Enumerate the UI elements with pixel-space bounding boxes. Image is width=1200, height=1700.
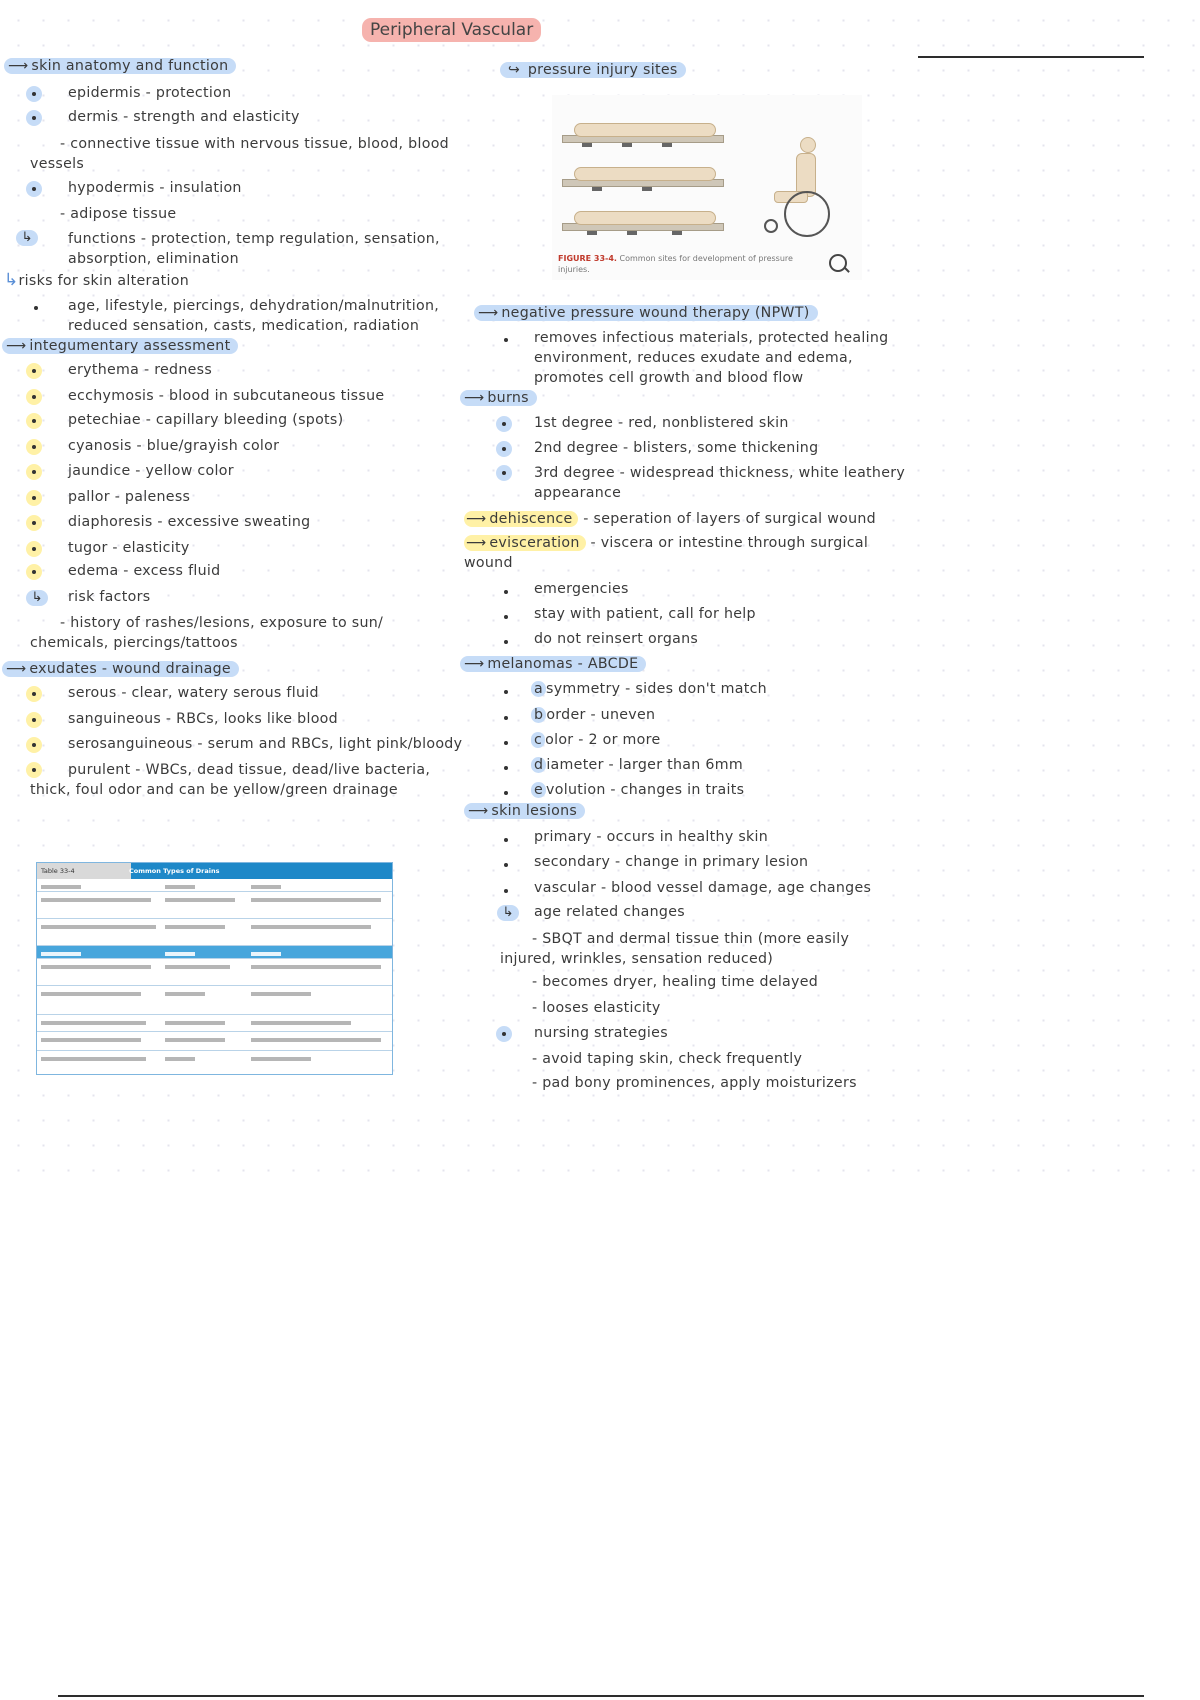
- evisceration-item: ⟶ evisceration - viscera or intestine through surgical wound: [464, 535, 869, 571]
- bullet-icon: [504, 338, 508, 342]
- bullet-icon: [504, 640, 508, 644]
- bullet-icon: [504, 863, 508, 867]
- table-row: [37, 1051, 392, 1073]
- bullet-icon: [504, 741, 508, 745]
- table-row: [37, 1015, 392, 1032]
- burns-heading: ⟶ burns: [460, 390, 537, 406]
- arrow-icon: ⟶: [6, 338, 27, 354]
- hypodermis-item: hypodermis - insulation: [68, 180, 242, 196]
- exudates-heading: ⟶ exudates - wound drainage: [2, 661, 239, 677]
- bullet-dot-icon: [26, 413, 42, 429]
- bullet-dot-icon: [26, 541, 42, 557]
- bullet-icon: [34, 306, 38, 310]
- exudate-item: serous - clear, watery serous fluid: [68, 685, 319, 701]
- bullet-dot-icon: [496, 416, 512, 432]
- bullet-icon: [504, 716, 508, 720]
- bullet-dot-icon: [26, 389, 42, 405]
- evisceration-subitem: emergencies: [534, 581, 629, 597]
- arrow-icon: ⟶: [468, 803, 489, 819]
- bullet-dot-icon: [26, 686, 42, 702]
- integ-item: tugor - elasticity: [68, 540, 190, 556]
- table-label: Table 33-4: [37, 863, 131, 879]
- bullet-dot-icon: [26, 490, 42, 506]
- exudate-item: purulent - WBCs, dead tissue, dead/live bacteria, thick, foul odor and can be yellow/green drainage: [30, 762, 431, 798]
- bullet-dot-icon: [26, 181, 42, 197]
- arrow-icon: ⟶: [8, 58, 29, 74]
- melanoma-item: e volution - changes in traits: [534, 782, 744, 798]
- age-changes-item: age related changes: [534, 904, 685, 920]
- bullet-dot-icon: [26, 86, 42, 102]
- integ-item: cyanosis - blue/grayish color: [68, 438, 280, 454]
- table-row: [37, 892, 392, 919]
- return-arrow-icon: ↳: [4, 270, 19, 290]
- evisceration-subitem: do not reinsert organs: [534, 631, 699, 647]
- npwt-item: removes infectious materials, protected healing environment, reduces exudate and edema, promotes cell growth and blood flow: [534, 330, 889, 386]
- exudate-item: sanguineous - RBCs, looks like blood: [68, 711, 338, 727]
- drains-table-image: [36, 862, 393, 1075]
- page-title: Peripheral Vascular: [362, 18, 541, 42]
- hypodermis-subnote: - adipose tissue: [60, 206, 177, 222]
- risks-item: age, lifestyle, piercings, dehydration/malnutrition, reduced sensation, casts, medication, radiation: [68, 298, 440, 334]
- table-row: [37, 1032, 392, 1051]
- nursing-subnote: - pad bony prominences, apply moisturizers: [532, 1075, 857, 1091]
- figure-number: FIGURE 33-4.: [558, 254, 617, 263]
- arrow-icon: ⟶: [6, 661, 27, 677]
- top-rule: [918, 56, 1144, 58]
- bullet-dot-icon: [26, 110, 42, 126]
- bullet-dot-icon: [26, 564, 42, 580]
- bullet-icon: [504, 590, 508, 594]
- risk-factors-subnote: - history of rashes/lesions, exposure to sun/ chemicals, piercings/tattoos: [30, 615, 384, 651]
- arrow-icon: ⟶: [466, 535, 487, 551]
- skin-heading: ⟶ skin anatomy and function: [4, 58, 236, 74]
- pressure-heading: ↪ pressure injury sites: [500, 62, 686, 78]
- evisceration-subitem: stay with patient, call for help: [534, 606, 756, 622]
- bullet-dot-icon: [496, 1026, 512, 1042]
- melanoma-item: d iameter - larger than 6mm: [534, 757, 743, 773]
- zoom-icon[interactable]: [829, 254, 847, 272]
- integ-item: petechiae - capillary bleeding (spots): [68, 412, 344, 428]
- risk-factors-item: risk factors: [68, 589, 151, 605]
- bullet-icon: [504, 766, 508, 770]
- integ-item: pallor - paleness: [68, 489, 191, 505]
- lesion-item: vascular - blood vessel damage, age changes: [534, 880, 872, 896]
- arrow-icon: ⟶: [464, 656, 485, 672]
- melanoma-item: c olor - 2 or more: [534, 732, 661, 748]
- bullet-icon: [504, 615, 508, 619]
- melanoma-item: a symmetry - sides don't match: [534, 681, 767, 697]
- melanomas-heading: ⟶ melanomas - ABCDE: [460, 656, 646, 672]
- table-row: [37, 879, 392, 892]
- arrow-icon: ⟶: [478, 305, 499, 321]
- age-subnote: - becomes dryer, healing time delayed: [532, 974, 819, 990]
- bullet-dot-icon: [26, 515, 42, 531]
- bullet-icon: [504, 838, 508, 842]
- risks-heading: ↳risks for skin alteration: [4, 270, 190, 290]
- burns-item: 1st degree - red, nonblistered skin: [534, 415, 789, 431]
- table-title: Common Types of Drains: [129, 867, 220, 875]
- arrow-icon: ↪: [508, 62, 521, 78]
- figure-caption: [558, 253, 798, 275]
- table-row: [37, 919, 392, 946]
- bullet-dot-icon: [26, 439, 42, 455]
- bullet-dot-icon: [496, 441, 512, 457]
- bullet-icon: [504, 889, 508, 893]
- bullet-dot-icon: [26, 363, 42, 379]
- burns-item: 3rd degree - widespread thickness, white leathery appearance: [534, 465, 906, 501]
- lesions-heading: ⟶ skin lesions: [464, 803, 585, 819]
- lesion-item: secondary - change in primary lesion: [534, 854, 809, 870]
- table-header: [37, 863, 392, 879]
- integ-item: ecchymosis - blood in subcutaneous tissue: [68, 388, 385, 404]
- integ-item: jaundice - yellow color: [68, 463, 234, 479]
- nursing-item: nursing strategies: [534, 1025, 668, 1041]
- npwt-heading: ⟶ negative pressure wound therapy (NPWT): [474, 305, 818, 321]
- dermis-item: dermis - strength and elasticity: [68, 109, 300, 125]
- bullet-icon: [504, 690, 508, 694]
- functions-item: functions - protection, temp regulation, sensation, absorption, elimination: [68, 231, 440, 267]
- bullet-dot-icon: [26, 712, 42, 728]
- epidermis-item: epidermis - protection: [68, 85, 232, 101]
- burns-item: 2nd degree - blisters, some thickening: [534, 440, 819, 456]
- arrow-icon: ⟶: [466, 511, 487, 527]
- figure-caption-text: Common sites for development of pressure injuries.: [558, 254, 793, 274]
- bullet-icon: [504, 791, 508, 795]
- bullet-dot-icon: [496, 465, 512, 481]
- table-row: [37, 946, 392, 959]
- bullet-dot-icon: [26, 737, 42, 753]
- integ-item: erythema - redness: [68, 362, 213, 378]
- exudate-item: serosanguineous - serum and RBCs, light pink/bloody: [68, 736, 463, 752]
- arrow-icon: ⟶: [464, 390, 485, 406]
- age-subnote: - SBQT and dermal tissue thin (more easily injured, wrinkles, sensation reduced): [500, 931, 850, 967]
- integ-item: edema - excess fluid: [68, 563, 221, 579]
- integ-item: diaphoresis - excessive sweating: [68, 514, 311, 530]
- return-arrow-icon: ↳: [497, 905, 519, 921]
- table-row: [37, 959, 392, 986]
- dehiscence-item: ⟶ dehiscence - seperation of layers of surgical wound: [466, 511, 876, 527]
- lesion-item: primary - occurs in healthy skin: [534, 829, 769, 845]
- return-arrow-icon: ↳: [16, 230, 38, 246]
- nursing-subnote: - avoid taping skin, check frequently: [532, 1051, 803, 1067]
- dermis-subnote: - connective tissue with nervous tissue, blood, blood vessels: [30, 136, 449, 172]
- return-arrow-icon: ↳: [26, 590, 48, 606]
- integ-heading: ⟶ integumentary assessment: [2, 338, 238, 354]
- melanoma-item: b order - uneven: [534, 707, 655, 723]
- table-row: [37, 986, 392, 1015]
- bottom-rule: [58, 1695, 1144, 1697]
- bullet-dot-icon: [26, 464, 42, 480]
- age-subnote: - looses elasticity: [532, 1000, 661, 1016]
